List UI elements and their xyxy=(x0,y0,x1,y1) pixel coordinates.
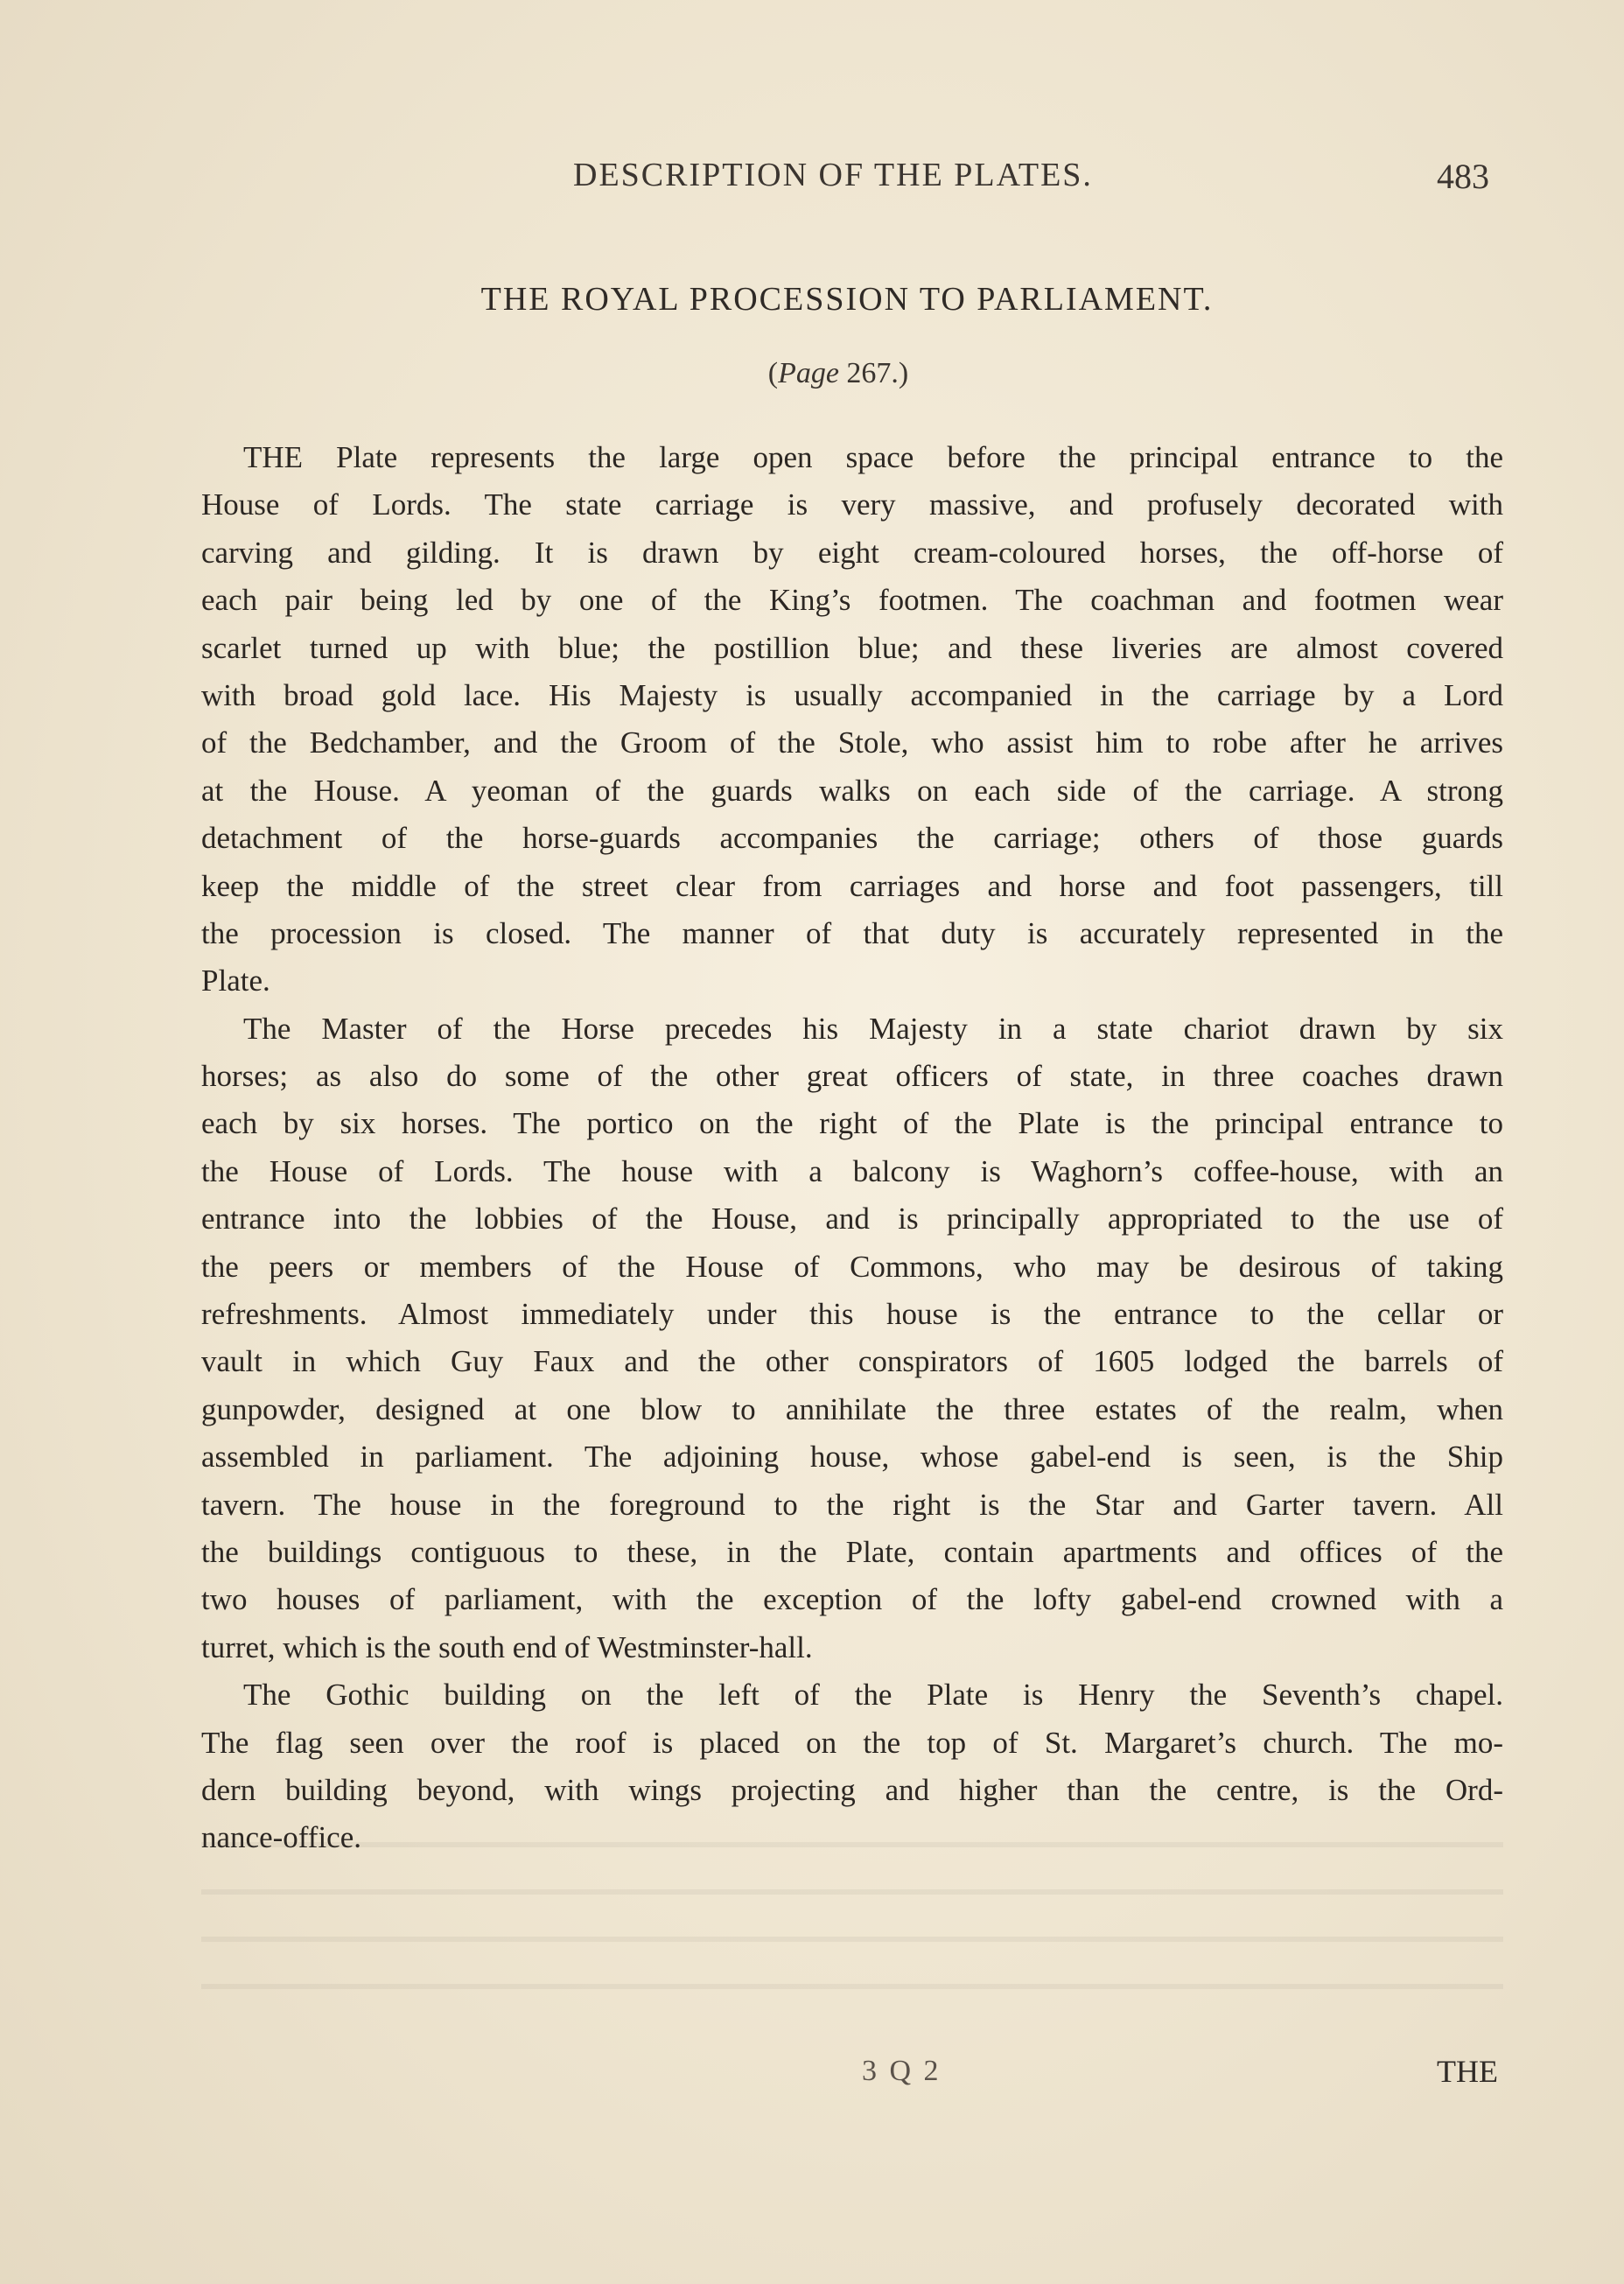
text-line: The flag seen over the roof is placed on the top of St. Margaret’s church. The mo- xyxy=(201,1725,1503,1760)
text-line: the buildings contiguous to these, in the Plate, contain apartments and offices of the xyxy=(201,1534,1503,1569)
body-text xyxy=(201,434,1503,1862)
page-ref-number: 267.) xyxy=(838,357,909,389)
section-title: THE ROYAL PROCESSION TO PARLIAMENT. xyxy=(480,281,1214,318)
signature-mark: 3 Q 2 xyxy=(862,2055,942,2087)
text-line: keep the middle of the street clear from carriages and horse and foot passengers, till xyxy=(201,868,1503,903)
text-line: of the Bedchamber, and the Groom of the Stole, who assist him to robe after he arrives xyxy=(201,725,1503,760)
catchword: THE xyxy=(1437,2054,1498,2089)
text-line: each by six horses. The portico on the right of the Plate is the principal entrance to xyxy=(201,1106,1503,1141)
text-line: tavern. The house in the foreground to the right is the Star and Garter tavern. All xyxy=(201,1487,1503,1522)
page-ref-open: ( xyxy=(767,357,779,389)
running-head: DESCRIPTION OF THE PLATES. xyxy=(573,157,1093,193)
text-line: House of Lords. The state carriage is very massive, and profusely decorated with xyxy=(201,487,1503,522)
text-line: detachment of the horse-guards accompanies the carriage; others of those guards xyxy=(201,821,1503,856)
text-line: vault in which Guy Faux and the other conspirators of 1605 lodged the barrels of xyxy=(201,1344,1503,1379)
text-line: refreshments. Almost immediately under this house is the entrance to the cellar or xyxy=(201,1297,1503,1332)
page-ref-label: Page xyxy=(778,357,839,389)
text-line: dern building beyond, with wings projecting and higher than the centre, is the Ord- xyxy=(201,1772,1503,1807)
text-line: with broad gold lace. His Majesty is usually accompanied in the carriage by a Lord xyxy=(201,677,1503,712)
text-line: assembled in parliament. The adjoining house, whose gabel-end is seen, is the Ship xyxy=(201,1440,1503,1475)
text-line: at the House. A yeoman of the guards walks on each side of the carriage. A strong xyxy=(201,773,1503,808)
page-number: 483 xyxy=(1437,157,1489,196)
text-line: scarlet turned up with blue; the postillion blue; and these liveries are almost covered xyxy=(201,630,1503,665)
text-line: two houses of parliament, with the exception of the lofty gabel-end crowned with a xyxy=(201,1582,1503,1617)
text-line: THE Plate represents the large open space before the principal entrance to the xyxy=(243,440,1503,474)
text-line: The Master of the Horse precedes his Majesty in a state chariot drawn by six xyxy=(243,1011,1503,1046)
text-line: horses; as also do some of the other great officers of state, in three coaches drawn xyxy=(201,1059,1503,1094)
text-line: Plate. xyxy=(201,963,270,998)
text-line: gunpowder, designed at one blow to annihilate the three estates of the realm, when xyxy=(201,1391,1503,1426)
text-line: the procession is closed. The manner of that duty is accurately represented in the xyxy=(201,915,1503,950)
text-line: each pair being led by one of the King’s footmen. The coachman and footmen wear xyxy=(201,583,1503,618)
show-through-text xyxy=(201,1842,1503,2008)
text-line: turret, which is the south end of Westminster-hall. xyxy=(201,1629,813,1664)
page-reference xyxy=(0,357,1624,390)
text-line: carving and gilding. It is drawn by eight cream-coloured horses, the off-horse of xyxy=(201,535,1503,570)
text-line: The Gothic building on the left of the Plate is Henry the Seventh’s chapel. xyxy=(243,1678,1503,1713)
text-line: entrance into the lobbies of the House, and is principally appropriated to the use of xyxy=(201,1202,1503,1237)
text-line: the peers or members of the House of Commons, who may be desirous of taking xyxy=(201,1249,1503,1284)
text-line: the House of Lords. The house with a balcony is Waghorn’s coffee-house, with an xyxy=(201,1153,1503,1188)
text-line: nance-office. xyxy=(201,1820,361,1855)
